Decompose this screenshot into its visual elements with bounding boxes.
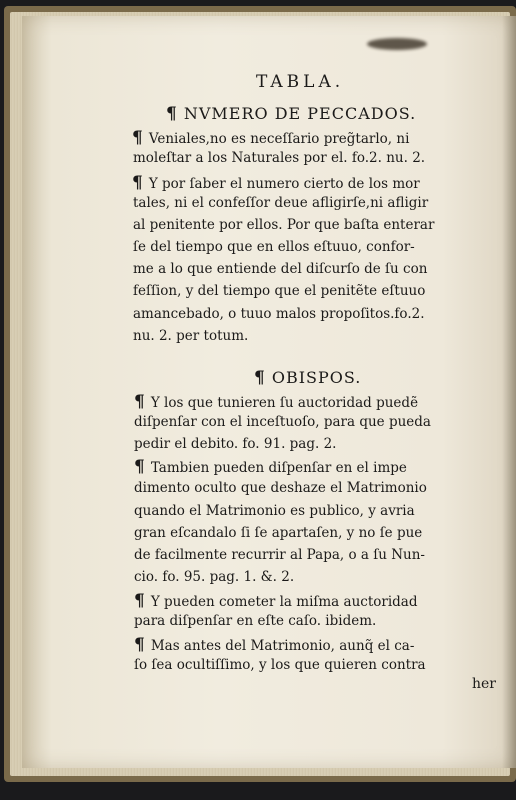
line-text: feſſion, y del tiempo que el penitẽte eſtuuo (133, 283, 426, 299)
section-title: OBISPOS. (271, 368, 362, 387)
text-line (134, 591, 418, 611)
text-line (133, 306, 425, 322)
pilcrow-mark: ¶ (132, 173, 143, 193)
text-line (134, 457, 407, 477)
pilcrow-mark: ¶ (254, 368, 266, 388)
pilcrow-mark: ¶ (134, 591, 145, 611)
pilcrow-mark: ¶ (132, 128, 143, 148)
line-text: ſo ſea ocultiſſimo, y los que quieren contra (134, 657, 426, 673)
text-line (133, 239, 415, 255)
text-line (133, 328, 248, 344)
text-line (134, 525, 422, 541)
text-line (133, 195, 428, 211)
line-text: Y por ſaber el numero cierto de los mor (148, 176, 420, 192)
line-text: al penitente por ellos. Por que baſta enterar (133, 217, 435, 233)
line-text: me a lo que entiende del diſcurſo de ſu con (133, 261, 428, 277)
line-text: Tambien pueden diſpenſar en el impe (150, 460, 407, 476)
pilcrow-mark: ¶ (134, 635, 145, 655)
section-title: NVMERO DE PECCADOS. (183, 104, 417, 123)
text-line (133, 283, 425, 299)
line-text: Y los que tunieren ſu auctoridad puedẽ (150, 395, 419, 411)
line-text: ſe del tiempo que en ellos eſtuuo, confor- (133, 239, 415, 255)
line-text: pedir el debito. fo. 91. pag. 2. (134, 436, 337, 452)
text-line (133, 150, 425, 166)
text-line (132, 128, 409, 148)
text-line (134, 436, 336, 452)
catchword: her (472, 676, 496, 692)
line-text: dimento oculto que deshaze el Matrimonio (134, 480, 427, 496)
text-line (134, 503, 415, 519)
pilcrow-mark: ¶ (166, 104, 178, 124)
text-line (134, 480, 427, 496)
line-text: Veniales,no es neceſſario preg̃tarlo, ni (148, 131, 410, 147)
pilcrow-mark: ¶ (134, 392, 145, 412)
text-line (134, 414, 431, 430)
text-line (132, 173, 420, 193)
line-text: moleſtar a los Naturales por el. fo.2. nu. 2. (133, 150, 426, 166)
line-text: gran eſcandalo ſi ſe apartaſen, y no ſe pue (134, 525, 423, 541)
text-line (134, 547, 425, 563)
line-text: Mas antes del Matrimonio, aunq̃ el ca- (150, 638, 415, 654)
text-line (133, 261, 427, 277)
running-head: TABLA. (256, 72, 345, 92)
text-line (134, 657, 426, 673)
line-text: tales, ni el confeſſor deue afligirſe,ni afligir (133, 195, 429, 211)
text-line (134, 569, 294, 585)
text-line (134, 635, 414, 655)
spine-shadow (502, 16, 516, 768)
section-heading (254, 368, 361, 388)
line-text: nu. 2. per totum. (133, 328, 249, 344)
ink-stain (367, 38, 427, 50)
pilcrow-mark: ¶ (134, 457, 145, 477)
text-line (134, 613, 376, 629)
line-text: de facilmente recurrir al Papa, o a ſu Nun- (134, 547, 425, 563)
line-text: Y pueden cometer la miſma auctoridad (150, 594, 418, 610)
line-text: cio. fo. 95. pag. 1. &. 2. (134, 569, 295, 585)
line-text: diſpenſar con el inceſtuoſo, para que pueda (134, 414, 431, 430)
section-heading (166, 104, 416, 124)
text-line (133, 217, 434, 233)
line-text: quando el Matrimonio es publico, y avria (134, 503, 415, 519)
line-text: para diſpenſar en eſte caſo. ibidem. (134, 613, 377, 629)
text-line (134, 392, 418, 412)
line-text: amancebado, o tuuo malos propoſitos.fo.2. (133, 306, 425, 322)
